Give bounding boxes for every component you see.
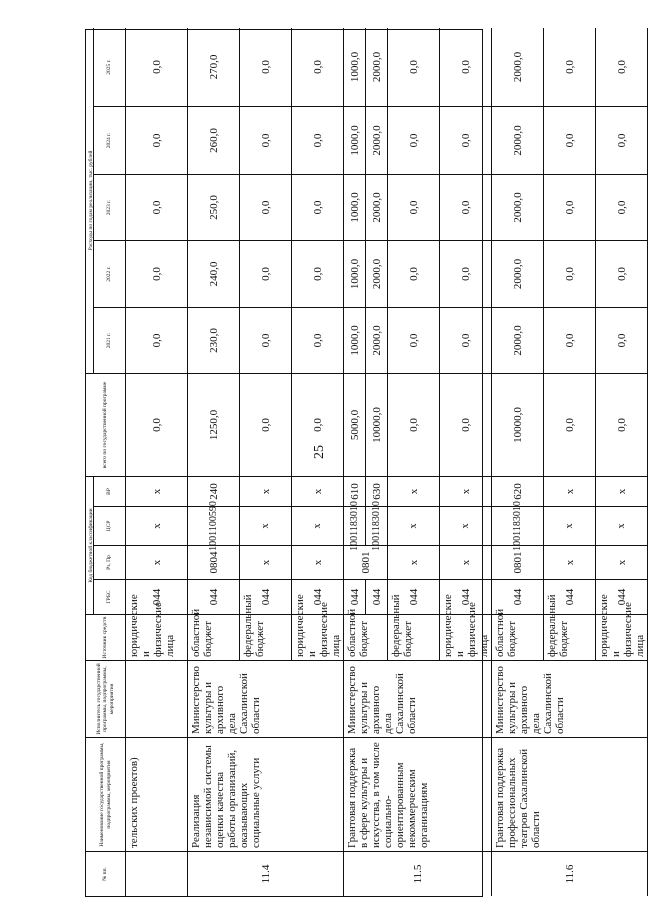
rzpr-cell: х — [596, 545, 648, 579]
continuation-year: 0,0 — [126, 28, 188, 106]
rzpr-cell: х — [544, 545, 596, 579]
row-name: Грантовая поддержка в сфере культуры и искусства, в том числе социально-ориентированным некоммерческим организациям — [344, 737, 492, 851]
total-cell: 10000,0 — [492, 373, 544, 476]
continuation-csr: х — [126, 506, 188, 545]
header-years: Расходы по годам реализации, тыс. рублей — [86, 28, 94, 373]
grbs-cell: 044 — [344, 579, 366, 614]
year-value: 0,0 — [240, 174, 292, 240]
csr-cell: 1001183010 — [344, 506, 366, 545]
year-value: 270,0 — [188, 28, 240, 106]
total-cell: 0,0 — [388, 373, 440, 476]
source-cell: юридические и физические лица — [440, 614, 492, 660]
header-vr: ВР — [94, 476, 126, 506]
year-value: 1000,0 — [344, 28, 366, 106]
csr-cell: х — [596, 506, 648, 545]
continuation-year: 0,0 — [126, 307, 188, 373]
grbs-cell: 044 — [188, 579, 240, 614]
year-value: 0,0 — [292, 174, 344, 240]
year-value: 0,0 — [596, 106, 648, 174]
source-cell: федеральный бюджет — [544, 614, 596, 660]
header-exec: Исполнитель государственной программы, подпрограммы, мероприятия — [86, 660, 126, 737]
year-value: 0,0 — [440, 307, 492, 373]
source-cell: областной бюджет — [188, 614, 240, 660]
year-value: 0,0 — [388, 174, 440, 240]
year-value: 0,0 — [292, 28, 344, 106]
row-name: Грантовая поддержка профессиональных театров Сахалинской области — [492, 737, 648, 851]
total-cell: 0,0 — [240, 373, 292, 476]
source-cell: федеральный бюджет — [388, 614, 440, 660]
continuation-year: 0,0 — [126, 106, 188, 174]
continuation-year: 0,0 — [126, 240, 188, 307]
total-cell: 0,0 — [596, 373, 648, 476]
continuation-source: юридические и физические лица — [126, 614, 188, 660]
year-value: 0,0 — [292, 240, 344, 307]
continuation-rzpr: х — [126, 545, 188, 579]
year-value: 250,0 — [188, 174, 240, 240]
csr-cell: 1001183010 — [492, 506, 544, 545]
grbs-cell: 044 — [240, 579, 292, 614]
csr-cell: х — [440, 506, 492, 545]
header-year-2024: 2024 г. — [94, 106, 126, 174]
vr-cell: 610 — [344, 476, 366, 506]
year-value: 2000,0 — [366, 28, 388, 106]
year-value: 0,0 — [596, 307, 648, 373]
year-value: 0,0 — [240, 28, 292, 106]
year-value: 0,0 — [388, 106, 440, 174]
year-value: 0,0 — [240, 106, 292, 174]
year-value: 2000,0 — [492, 240, 544, 307]
year-value: 2000,0 — [366, 307, 388, 373]
source-cell: юридические и физические лица — [596, 614, 648, 660]
continuation-total: 0,0 — [126, 373, 188, 476]
year-value: 0,0 — [440, 28, 492, 106]
year-value: 0,0 — [440, 174, 492, 240]
source-cell: областной бюджет — [344, 614, 388, 660]
vr-cell: 630 — [366, 476, 388, 506]
year-value: 0,0 — [440, 106, 492, 174]
total-cell: 0,0 — [440, 373, 492, 476]
grbs-cell: 044 — [388, 579, 440, 614]
rzpr-cell: х — [388, 545, 440, 579]
csr-cell: х — [544, 506, 596, 545]
year-value: 0,0 — [388, 28, 440, 106]
grbs-cell: 044 — [292, 579, 344, 614]
header-year-2022: 2022 г. — [94, 240, 126, 307]
year-value: 240,0 — [188, 240, 240, 307]
year-value: 0,0 — [596, 240, 648, 307]
year-value: 0,0 — [240, 240, 292, 307]
vr-cell: х — [292, 476, 344, 506]
rzpr-cell: 0801 — [492, 545, 544, 579]
grbs-cell: 044 — [440, 579, 492, 614]
year-value: 0,0 — [240, 307, 292, 373]
total-cell: 5000,0 — [344, 373, 366, 476]
vr-cell: х — [240, 476, 292, 506]
year-value: 0,0 — [544, 174, 596, 240]
grbs-cell: 044 — [544, 579, 596, 614]
year-value: 0,0 — [544, 307, 596, 373]
budget-table — [85, 29, 646, 897]
header-year-2023: 2023 г. — [94, 174, 126, 240]
grbs-cell: 044 — [492, 579, 544, 614]
year-value: 2000,0 — [492, 307, 544, 373]
year-value: 2000,0 — [366, 240, 388, 307]
rzpr-cell: х — [240, 545, 292, 579]
row-number: 11.4 — [188, 851, 344, 896]
source-cell: федеральный бюджет — [240, 614, 292, 660]
rzpr-cell: 0801 — [344, 545, 388, 579]
year-value: 1000,0 — [344, 307, 366, 373]
year-value: 0,0 — [440, 240, 492, 307]
row-number: 11.6 — [492, 851, 648, 896]
page-number: 25 — [312, 445, 327, 459]
vr-cell: х — [596, 476, 648, 506]
header-kbk: Код бюджетной классификации — [86, 476, 94, 614]
year-value: 0,0 — [544, 28, 596, 106]
header-year-2025: 2025 г. — [94, 28, 126, 106]
csr-cell: 1001100590 — [188, 506, 240, 545]
source-cell: областной бюджет — [492, 614, 544, 660]
header-source: Источник средств — [86, 614, 126, 660]
year-value: 2000,0 — [492, 28, 544, 106]
row-name: Реализация независимой системы оценки качества работы организаций, оказывающих социальные услуги — [188, 737, 344, 851]
continuation-exec — [126, 660, 188, 737]
year-value: 260,0 — [188, 106, 240, 174]
vr-cell: х — [440, 476, 492, 506]
csr-cell: 1001183010 — [366, 506, 388, 545]
total-cell: 0,0 — [544, 373, 596, 476]
total-cell: 0,0 — [292, 373, 344, 476]
continuation-grbs: 044 — [126, 579, 188, 614]
header-rzpr: Рз, Пр — [94, 545, 126, 579]
vr-cell: 620 — [492, 476, 544, 506]
total-cell: 1250,0 — [188, 373, 240, 476]
year-value: 0,0 — [596, 28, 648, 106]
csr-cell: х — [292, 506, 344, 545]
total-cell: 10000,0 — [366, 373, 388, 476]
source-cell: юридические и физические лица — [292, 614, 344, 660]
year-value: 1000,0 — [344, 174, 366, 240]
continuation-name: тельских проектов) — [126, 737, 188, 851]
rzpr-cell: х — [440, 545, 492, 579]
year-value: 230,0 — [188, 307, 240, 373]
row-number: 11.5 — [344, 851, 492, 896]
year-value: 0,0 — [388, 240, 440, 307]
continuation-vr: х — [126, 476, 188, 506]
year-value: 0,0 — [544, 106, 596, 174]
vr-cell: х — [388, 476, 440, 506]
header-name: Наименование государственной программы, подпрограммы, мероприятия — [86, 737, 126, 851]
header-csr: ЦСР — [94, 506, 126, 545]
year-value: 2000,0 — [492, 106, 544, 174]
year-value: 1000,0 — [344, 106, 366, 174]
rzpr-cell: 0804 — [188, 545, 240, 579]
vr-cell: х — [544, 476, 596, 506]
year-value: 1000,0 — [344, 240, 366, 307]
row-executor: Министерство культуры и архивного дела Сахалинской области — [492, 660, 648, 737]
grbs-cell: 044 — [596, 579, 648, 614]
year-value: 0,0 — [388, 307, 440, 373]
year-value: 2000,0 — [366, 106, 388, 174]
continuation-year: 0,0 — [126, 174, 188, 240]
year-value: 2000,0 — [366, 174, 388, 240]
rzpr-cell: х — [292, 545, 344, 579]
csr-cell: х — [388, 506, 440, 545]
year-value: 2000,0 — [492, 174, 544, 240]
header-year-2021: 2021 г. — [94, 307, 126, 373]
year-value: 0,0 — [596, 174, 648, 240]
grbs-cell: 044 — [366, 579, 388, 614]
continuation-num — [126, 851, 188, 896]
csr-cell: х — [240, 506, 292, 545]
year-value: 0,0 — [544, 240, 596, 307]
header-grbs: ГРБС — [94, 579, 126, 614]
header-num: № пп. — [86, 851, 126, 896]
row-executor: Министерство культуры и архивного дела Сахалинской области — [188, 660, 344, 737]
year-value: 0,0 — [292, 307, 344, 373]
vr-cell: 240 — [188, 476, 240, 506]
year-value: 0,0 — [292, 106, 344, 174]
row-executor: Министерство культуры и архивного дела Сахалинской области — [344, 660, 492, 737]
header-total: всего по государственной программе — [86, 373, 126, 476]
